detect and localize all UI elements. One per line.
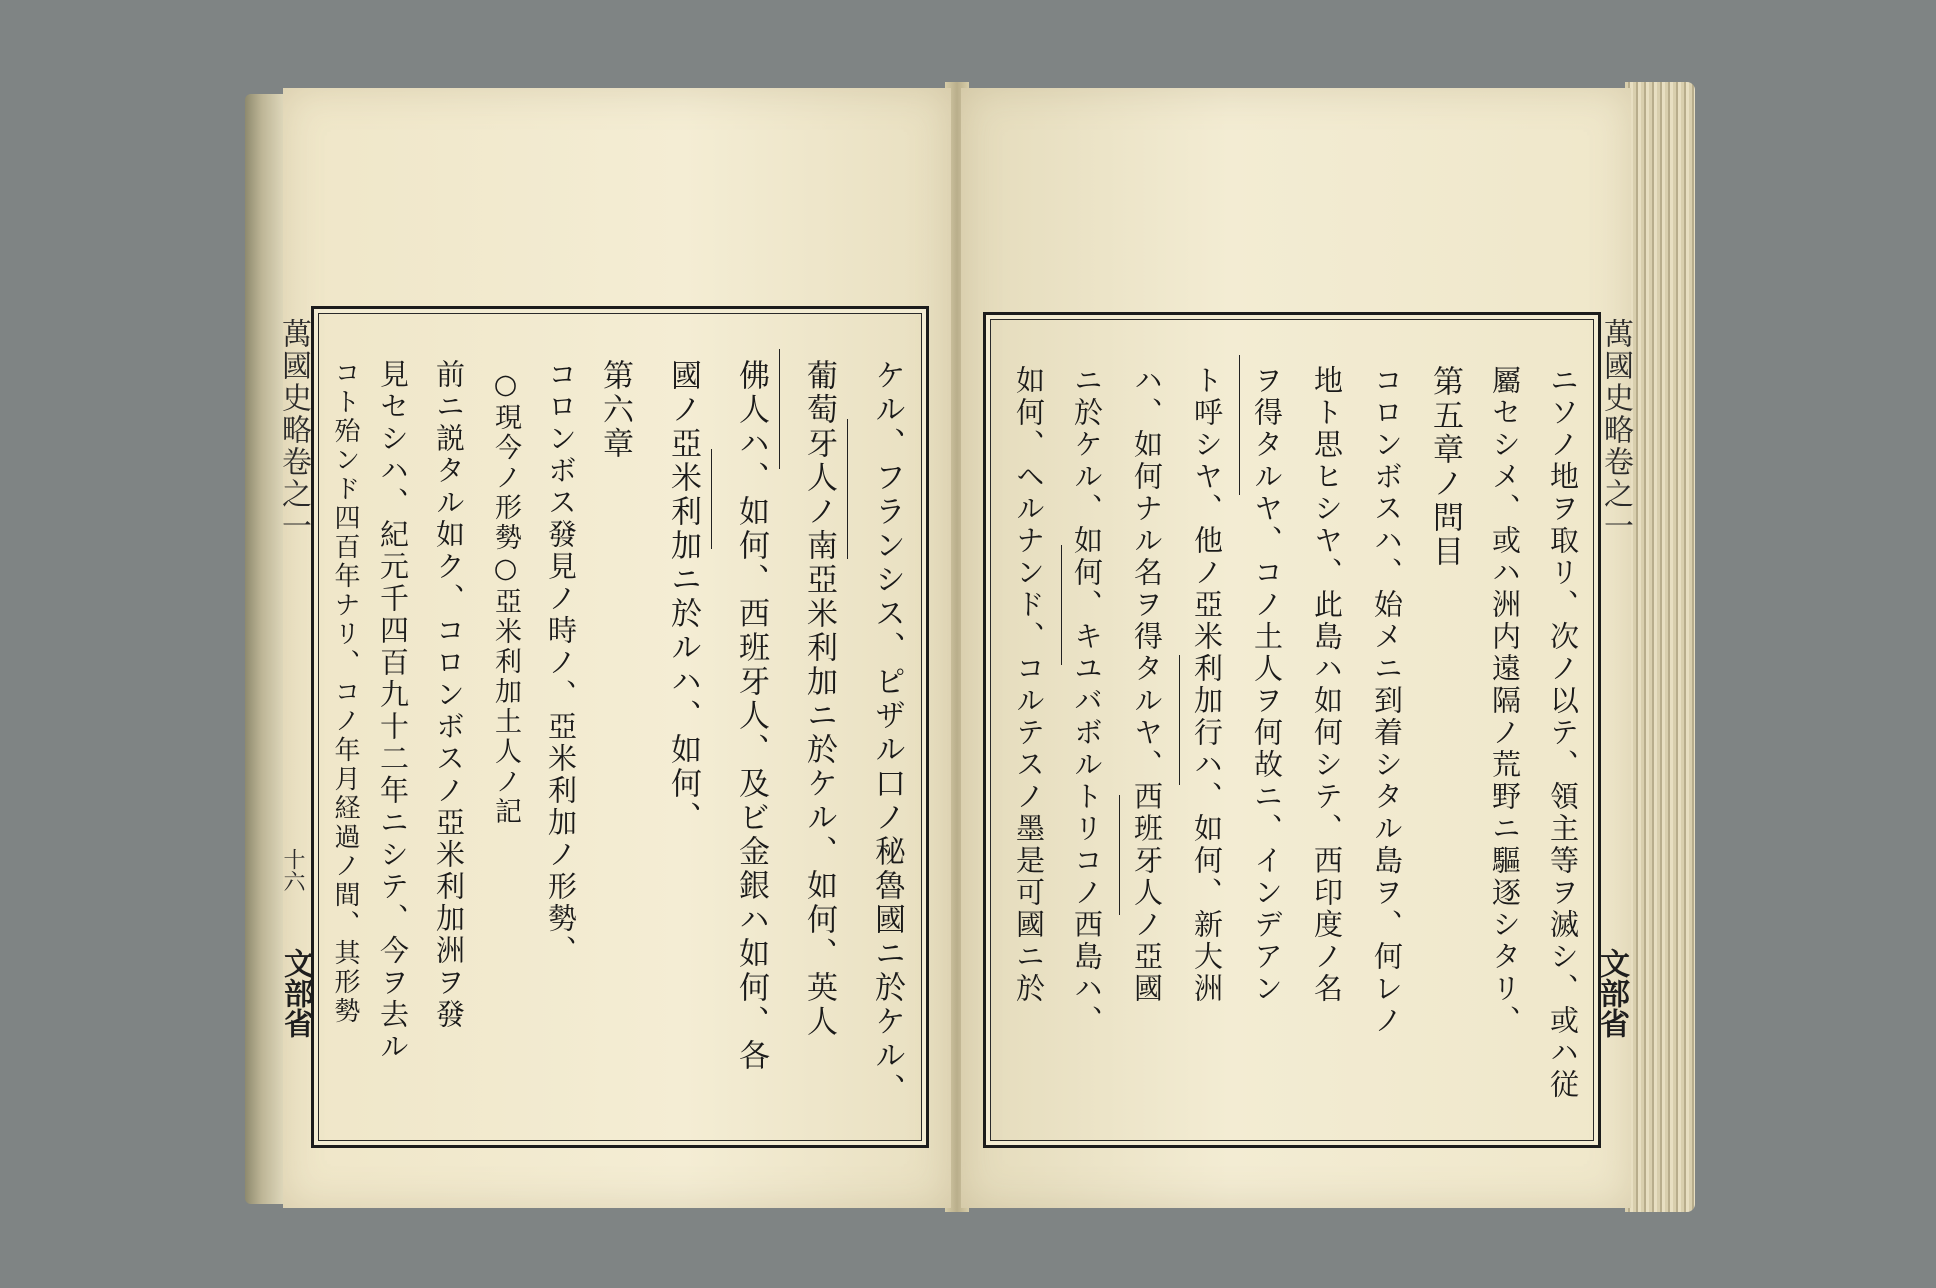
text-column: コロンボス發見ノ時ノ、亞米利加ノ形勢、 xyxy=(544,359,578,967)
text-column: 見セシハ、紀元千四百九十二年ニシテ、今ヲ去ル xyxy=(376,359,410,1063)
name-underline xyxy=(711,449,712,549)
text-column: ト呼シヤ、他ノ亞米利加行ハ、如何、新大洲 xyxy=(1190,365,1224,1005)
left-margin-title: 萬國史略卷之一 xyxy=(276,318,311,542)
text-column-annotation: ○現今ノ形勢○亞米利加土人ノ記 xyxy=(490,369,521,827)
text-column: コト殆ンド四百年ナリ、コノ年月経過ノ間、其形勢 xyxy=(330,359,360,1026)
text-column: ニ於ケル、如何、キユバボルトリコノ西島ハ、 xyxy=(1070,365,1104,1037)
right-page xyxy=(961,88,1631,1208)
name-underline xyxy=(847,419,848,559)
left-text-frame xyxy=(311,306,929,1148)
page-folio: 十六 xyxy=(280,848,305,892)
right-margin-title: 萬國史略卷之一 xyxy=(1598,318,1633,542)
text-column: 如何、ヘルナンド、コルテスノ墨是可國ニ於 xyxy=(1012,365,1046,1005)
text-column: コロンボスハ、始メニ到着シタル島ヲ、何レノ xyxy=(1370,365,1404,1037)
text-column: 前ニ説タル如ク、コロンボスノ亞米利加洲ヲ發 xyxy=(432,359,466,1031)
publisher-mark: 文部省 xyxy=(1594,948,1629,1038)
chapter-heading: 第六章 xyxy=(597,359,633,461)
chapter-heading: 第五章ノ問目 xyxy=(1427,365,1463,569)
publisher-mark: 文部省 xyxy=(278,948,313,1038)
text-column: 地ト思ヒシヤ、此島ハ如何シテ、西印度ノ名 xyxy=(1310,365,1344,1005)
name-underline xyxy=(1239,355,1240,495)
text-column: ケル、フランシス、ピザル口ノ秘魯國ニ於ケル、 xyxy=(869,359,905,1107)
text-column: 國ノ亞米利加ニ於ルハ、如何、 xyxy=(665,359,701,835)
open-book xyxy=(245,82,1695,1222)
right-text-frame xyxy=(983,312,1601,1148)
left-page xyxy=(276,88,951,1208)
text-column: 葡萄牙人ノ南亞米利加ニ於ケル、如何、英人 xyxy=(801,359,837,1039)
name-underline xyxy=(779,349,780,469)
name-underline xyxy=(1061,545,1062,665)
text-column: 佛人ハ、如何、西班牙人、及ビ金銀ハ如何、各 xyxy=(733,359,769,1073)
name-underline xyxy=(1179,655,1180,785)
text-column: ニソノ地ヲ取リ、次ノ以テ、領主等ヲ滅シ、或ハ従 xyxy=(1546,365,1580,1101)
text-column: 屬セシメ、或ハ洲内遠隔ノ荒野ニ驅逐シタリ、 xyxy=(1488,365,1522,1037)
name-underline xyxy=(1119,795,1120,915)
book-right-edge xyxy=(1625,82,1695,1212)
text-column: ヲ得タルヤ、コノ土人ヲ何故ニ、インデアン xyxy=(1250,365,1284,1005)
text-column: ハ、如何ナル名ヲ得タルヤ、西班牙人ノ亞國 xyxy=(1130,365,1164,1005)
